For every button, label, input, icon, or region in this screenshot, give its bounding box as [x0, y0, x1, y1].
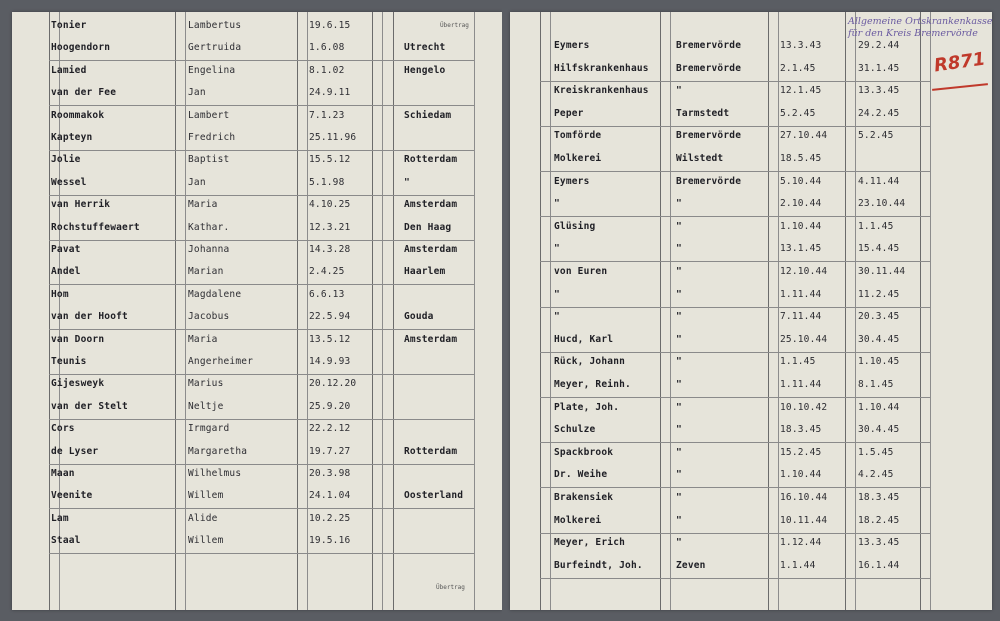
end-date-cell: 29.2.44: [858, 40, 900, 51]
birth-date-cell: 25.9.20: [309, 400, 351, 412]
employer-place-cell: Wilstedt: [676, 153, 724, 164]
birth-date-cell: 4.10.25: [309, 199, 351, 211]
column-rule: [175, 12, 176, 610]
first-name-cell: Marius: [188, 378, 224, 390]
row-divider: [540, 126, 930, 127]
employer-place-cell: ": [676, 379, 682, 390]
employer-cell: Peper: [554, 107, 584, 119]
column-rule: [670, 12, 671, 610]
employer-cell: von Euren: [554, 266, 608, 277]
first-name-cell: Magdalene: [188, 288, 242, 300]
column-rule: [778, 12, 779, 610]
start-date-cell: 13.1.45: [780, 243, 822, 255]
birthplace-cell: Oosterland: [404, 490, 464, 502]
end-date-cell: 8.1.45: [858, 379, 894, 390]
employer-place-cell: ": [676, 401, 682, 413]
surname-cell: van der Stelt: [51, 400, 128, 412]
surname-cell: Tonier: [51, 20, 87, 31]
insurance-stamp: [848, 16, 992, 40]
surname-cell: Lam: [51, 512, 69, 524]
carry-over-label: Übertrag: [440, 22, 469, 29]
end-date-cell: 11.2.45: [858, 288, 900, 300]
end-date-cell: 4.2.45: [858, 469, 894, 481]
first-name-cell: Jan: [188, 87, 206, 99]
surname-cell: van der Hooft: [51, 311, 128, 323]
row-divider: [540, 352, 930, 353]
employer-cell: Kreiskrankenhaus: [554, 85, 649, 97]
end-date-cell: 24.2.45: [858, 107, 900, 119]
start-date-cell: 2.1.45: [780, 62, 816, 74]
row-divider: [49, 105, 474, 106]
surname-cell: Roommakok: [51, 109, 105, 121]
surname-cell: Jolie: [51, 154, 81, 166]
birth-date-cell: 22.5.94: [309, 311, 351, 323]
surname-cell: van der Fee: [51, 87, 117, 99]
first-name-cell: Kathar.: [188, 221, 230, 233]
end-date-cell: 18.2.45: [858, 514, 900, 526]
employer-place-cell: ": [676, 266, 682, 277]
start-date-cell: 1.11.44: [780, 379, 822, 390]
first-name-cell: Maria: [188, 333, 218, 345]
birthplace-cell: Den Haag: [404, 221, 452, 233]
employer-cell: Dr. Weihe: [554, 469, 608, 481]
employer-place-cell: Zeven: [676, 559, 706, 571]
start-date-cell: 1.1.44: [780, 559, 816, 571]
end-date-cell: 1.10.44: [858, 401, 900, 413]
row-divider: [540, 307, 930, 308]
column-rule: [660, 12, 661, 610]
employer-cell: ": [554, 198, 560, 210]
employer-place-cell: ": [676, 537, 682, 549]
start-date-cell: 10.10.42: [780, 401, 828, 413]
first-name-cell: Johanna: [188, 244, 230, 255]
end-date-cell: 30.4.45: [858, 424, 900, 436]
surname-cell: Maan: [51, 468, 75, 479]
birth-date-cell: 10.2.25: [309, 512, 351, 524]
start-date-cell: 16.10.44: [780, 492, 828, 503]
surname-cell: Staal: [51, 535, 81, 547]
employer-cell: Molkerei: [554, 514, 602, 526]
employer-cell: Tomförde: [554, 130, 602, 142]
employer-cell: Burfeindt, Joh.: [554, 559, 643, 571]
column-rule: [307, 12, 308, 610]
employer-place-cell: Bremervörde: [676, 62, 742, 74]
start-date-cell: 5.2.45: [780, 107, 816, 119]
row-divider: [49, 240, 474, 241]
employer-place-cell: ": [676, 243, 682, 255]
start-date-cell: 7.11.44: [780, 311, 822, 323]
left-ledger-page: [12, 12, 502, 610]
birth-date-cell: 22.2.12: [309, 423, 351, 435]
first-name-cell: Willem: [188, 490, 224, 502]
start-date-cell: 5.10.44: [780, 175, 822, 187]
surname-cell: Cors: [51, 423, 75, 435]
employer-place-cell: Bremervörde: [676, 130, 742, 142]
birth-date-cell: 6.6.13: [309, 288, 345, 300]
employer-cell: Schulze: [554, 424, 596, 436]
birthplace-cell: Rotterdam: [404, 445, 458, 457]
row-divider: [540, 216, 930, 217]
employer-cell: ": [554, 311, 560, 323]
start-date-cell: 1.11.44: [780, 288, 822, 300]
birth-date-cell: 24.1.04: [309, 490, 351, 502]
column-rule: [297, 12, 298, 610]
birth-date-cell: 15.5.12: [309, 154, 351, 166]
surname-cell: Wessel: [51, 176, 87, 188]
employer-place-cell: ": [676, 333, 682, 345]
column-rule: [474, 12, 475, 610]
start-date-cell: 2.10.44: [780, 198, 822, 210]
row-divider: [49, 60, 474, 61]
employer-place-cell: ": [676, 514, 682, 526]
row-divider: [540, 487, 930, 488]
birth-date-cell: 20.12.20: [309, 378, 357, 390]
first-name-cell: Marian: [188, 266, 224, 278]
row-divider: [49, 374, 474, 375]
surname-cell: Rochstuffewaert: [51, 221, 140, 233]
birth-date-cell: 14.9.93: [309, 356, 351, 367]
birth-date-cell: 19.6.15: [309, 20, 351, 31]
birthplace-cell: Haarlem: [404, 266, 446, 278]
first-name-cell: Lambert: [188, 109, 230, 121]
employer-place-cell: ": [676, 356, 682, 368]
start-date-cell: 1.12.44: [780, 537, 822, 549]
birth-date-cell: 19.7.27: [309, 445, 351, 457]
start-date-cell: 1.1.45: [780, 356, 816, 368]
employer-place-cell: ": [676, 492, 682, 503]
row-divider: [540, 442, 930, 443]
surname-cell: Hom: [51, 288, 69, 300]
row-divider: [49, 553, 474, 554]
first-name-cell: Lambertus: [188, 20, 242, 31]
row-divider: [49, 329, 474, 330]
employer-place-cell: ": [676, 85, 682, 97]
end-date-cell: 1.1.45: [858, 220, 894, 232]
row-divider: [540, 533, 930, 534]
surname-cell: Gijesweyk: [51, 378, 105, 390]
end-date-cell: 18.3.45: [858, 492, 900, 503]
end-date-cell: 31.1.45: [858, 62, 900, 74]
end-date-cell: 15.4.45: [858, 243, 900, 255]
end-date-cell: 30.11.44: [858, 266, 906, 277]
start-date-cell: 25.10.44: [780, 333, 828, 345]
start-date-cell: 1.10.44: [780, 469, 822, 481]
first-name-cell: Gertruida: [188, 42, 242, 54]
column-rule: [372, 12, 373, 610]
surname-cell: Kapteyn: [51, 132, 93, 143]
first-name-cell: Wilhelmus: [188, 468, 242, 479]
column-rule: [49, 12, 50, 610]
employer-cell: Meyer, Reinh.: [554, 379, 631, 390]
surname-cell: van Doorn: [51, 333, 105, 345]
start-date-cell: 12.1.45: [780, 85, 822, 97]
birth-date-cell: 8.1.02: [309, 64, 345, 76]
birth-date-cell: 7.1.23: [309, 109, 345, 121]
birth-date-cell: 25.11.96: [309, 132, 357, 143]
column-rule: [550, 12, 551, 610]
first-name-cell: Alide: [188, 512, 218, 524]
start-date-cell: 27.10.44: [780, 130, 828, 142]
surname-cell: Hoogendorn: [51, 42, 111, 54]
first-name-cell: Neltje: [188, 400, 224, 412]
first-name-cell: Maria: [188, 199, 218, 211]
employer-place-cell: ": [676, 469, 682, 481]
birth-date-cell: 13.5.12: [309, 333, 351, 345]
employer-place-cell: ": [676, 288, 682, 300]
employer-cell: ": [554, 288, 560, 300]
surname-cell: de Lyser: [51, 445, 99, 457]
row-divider: [540, 171, 930, 172]
row-divider: [49, 419, 474, 420]
column-rule: [185, 12, 186, 610]
first-name-cell: Jacobus: [188, 311, 230, 323]
end-date-cell: 1.5.45: [858, 446, 894, 458]
red-archive-mark: R871: [932, 48, 987, 77]
right-ledger-page: [510, 12, 992, 610]
employer-cell: Meyer, Erich: [554, 537, 626, 549]
carry-over-label: Übertrag: [436, 584, 465, 591]
start-date-cell: 10.11.44: [780, 514, 828, 526]
column-rule: [382, 12, 383, 610]
column-rule: [540, 12, 541, 610]
first-name-cell: Engelina: [188, 64, 236, 76]
birth-date-cell: 14.3.28: [309, 244, 351, 255]
birthplace-cell: Utrecht: [404, 42, 446, 54]
surname-cell: Andel: [51, 266, 81, 278]
birthplace-cell: Amsterdam: [404, 333, 458, 345]
birthplace-cell: Amsterdam: [404, 244, 458, 255]
birthplace-cell: Hengelo: [404, 64, 446, 76]
row-divider: [49, 284, 474, 285]
employer-cell: Eymers: [554, 175, 590, 187]
column-rule: [920, 12, 921, 610]
start-date-cell: 1.10.44: [780, 220, 822, 232]
row-divider: [540, 261, 930, 262]
column-rule: [930, 12, 931, 610]
column-rule: [768, 12, 769, 610]
end-date-cell: 4.11.44: [858, 175, 900, 187]
birthplace-cell: Schiedam: [404, 109, 452, 121]
employer-cell: Plate, Joh.: [554, 401, 620, 413]
employer-place-cell: Tarmstedt: [676, 107, 730, 119]
birth-date-cell: 12.3.21: [309, 221, 351, 233]
employer-cell: Brakensiek: [554, 492, 614, 503]
birth-date-cell: 20.3.98: [309, 468, 351, 479]
birthplace-cell: Gouda: [404, 311, 434, 323]
column-rule: [393, 12, 394, 610]
employer-place-cell: ": [676, 446, 682, 458]
employer-place-cell: ": [676, 220, 682, 232]
employer-cell: ": [554, 243, 560, 255]
row-divider: [540, 578, 930, 579]
employer-cell: Hilfskrankenhaus: [554, 62, 649, 74]
start-date-cell: 13.3.43: [780, 40, 822, 51]
employer-cell: Rück, Johann: [554, 356, 626, 368]
surname-cell: Veenite: [51, 490, 93, 502]
page-gutter: [502, 0, 510, 621]
surname-cell: Teunis: [51, 356, 87, 367]
birthplace-cell: Rotterdam: [404, 154, 458, 166]
employer-cell: Hucd, Karl: [554, 333, 614, 345]
employer-place-cell: ": [676, 424, 682, 436]
column-rule: [845, 12, 846, 610]
stamp-line: für den Kreis Bremervörde: [848, 28, 978, 39]
birth-date-cell: 19.5.16: [309, 535, 351, 547]
end-date-cell: 20.3.45: [858, 311, 900, 323]
row-divider: [49, 195, 474, 196]
first-name-cell: Margaretha: [188, 445, 248, 457]
surname-cell: Pavat: [51, 244, 81, 255]
birth-date-cell: 5.1.98: [309, 176, 345, 188]
birth-date-cell: 24.9.11: [309, 87, 351, 99]
column-rule: [855, 12, 856, 610]
surname-cell: Lamied: [51, 64, 87, 76]
first-name-cell: Fredrich: [188, 132, 236, 143]
row-divider: [49, 464, 474, 465]
employer-cell: Glüsing: [554, 220, 596, 232]
first-name-cell: Angerheimer: [188, 356, 254, 367]
start-date-cell: 12.10.44: [780, 266, 828, 277]
first-name-cell: Willem: [188, 535, 224, 547]
end-date-cell: 5.2.45: [858, 130, 894, 142]
end-date-cell: 16.1.44: [858, 559, 900, 571]
row-divider: [49, 508, 474, 509]
start-date-cell: 18.5.45: [780, 153, 822, 164]
first-name-cell: Jan: [188, 176, 206, 188]
birth-date-cell: 2.4.25: [309, 266, 345, 278]
birthplace-cell: Amsterdam: [404, 199, 458, 211]
employer-cell: Eymers: [554, 40, 590, 51]
birth-date-cell: 1.6.08: [309, 42, 345, 54]
end-date-cell: 1.10.45: [858, 356, 900, 368]
red-underline: [932, 83, 988, 91]
stamp-line: Allgemeine Ortskrankenkasse: [848, 16, 992, 27]
first-name-cell: Baptist: [188, 154, 230, 166]
end-date-cell: 23.10.44: [858, 198, 906, 210]
employer-place-cell: ": [676, 198, 682, 210]
employer-place-cell: Bremervörde: [676, 40, 742, 51]
row-divider: [540, 81, 930, 82]
surname-cell: van Herrik: [51, 199, 111, 211]
birthplace-cell: ": [404, 176, 410, 188]
end-date-cell: 13.3.45: [858, 85, 900, 97]
row-divider: [49, 150, 474, 151]
start-date-cell: 15.2.45: [780, 446, 822, 458]
start-date-cell: 18.3.45: [780, 424, 822, 436]
employer-cell: Spackbrook: [554, 446, 614, 458]
first-name-cell: Irmgard: [188, 423, 230, 435]
end-date-cell: 13.3.45: [858, 537, 900, 549]
row-divider: [540, 397, 930, 398]
employer-place-cell: ": [676, 311, 682, 323]
employer-place-cell: Bremervörde: [676, 175, 742, 187]
employer-cell: Molkerei: [554, 153, 602, 164]
end-date-cell: 30.4.45: [858, 333, 900, 345]
